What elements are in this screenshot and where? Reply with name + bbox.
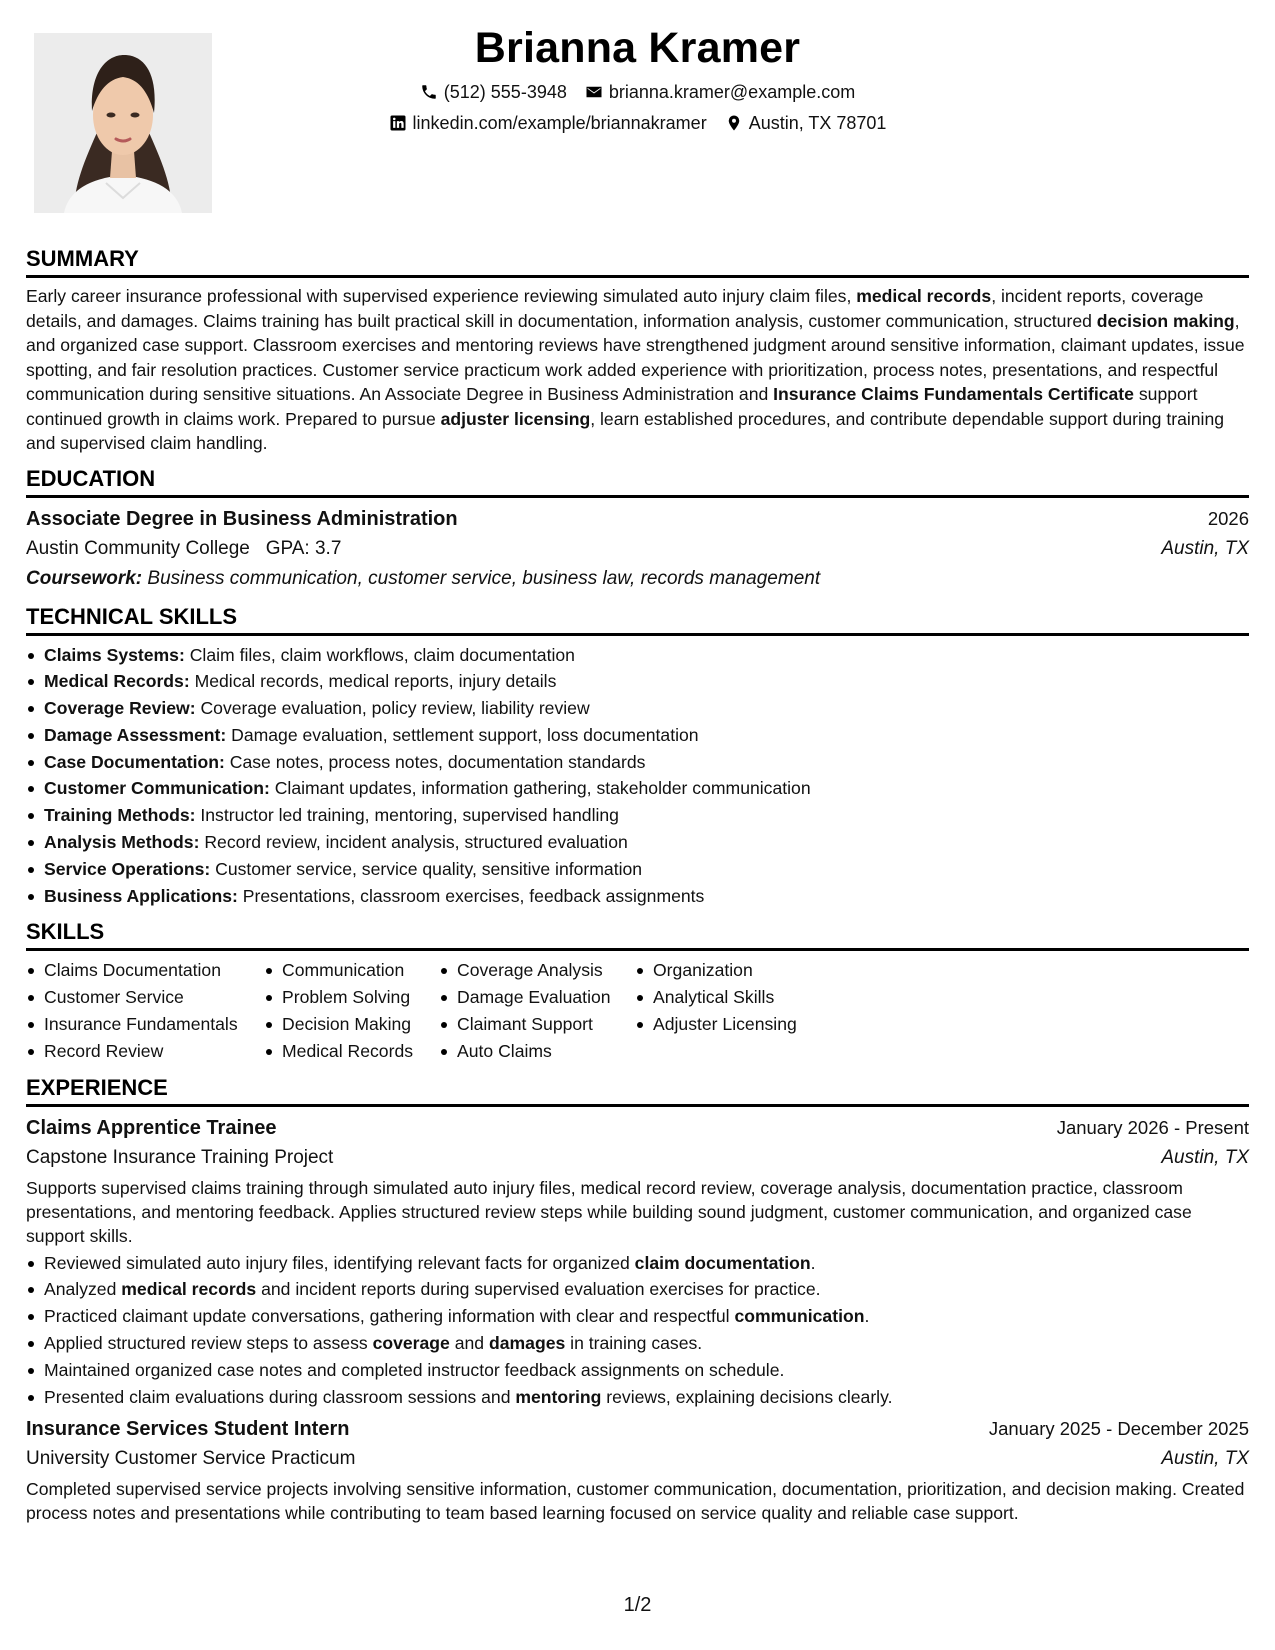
skill-item: Claimant Support <box>439 1011 635 1038</box>
skill-details: Medical records, medical reports, injury details <box>189 671 557 692</box>
skill-item: Claims Documentation <box>26 957 264 984</box>
resume-body <box>26 246 1249 1535</box>
bold-text: damages <box>488 1333 566 1354</box>
technical-skills-section <box>26 604 1249 910</box>
job-bullet <box>26 1357 1249 1384</box>
job-title: Claims Apprentice Trainee <box>26 1116 277 1139</box>
experience-list <box>26 1113 1249 1526</box>
text-run: in training cases. <box>565 1333 703 1354</box>
job-bullet <box>26 1384 1249 1411</box>
education-row-2 <box>26 534 1249 564</box>
skill-category: Case Documentation: <box>44 751 225 772</box>
skills-column <box>439 957 635 1064</box>
section-title-education: EDUCATION <box>26 466 1249 498</box>
location-text: Austin, TX 78701 <box>748 113 887 133</box>
technical-skill-item <box>26 883 1249 910</box>
bold-text: decision making <box>1096 310 1235 331</box>
technical-skill-item <box>26 695 1249 722</box>
text-run: , learn established procedures, and contribute dependable support during training and supervised claim handling. <box>26 408 1225 453</box>
technical-skill-item <box>26 642 1249 669</box>
bold-text: adjuster licensing <box>440 408 591 429</box>
skill-item: Problem Solving <box>264 984 439 1011</box>
job-description: Supports supervised claims training through simulated auto injury files, medical record review, coverage analysis, documentation practice, classroom presentations, and mentoring feedback. Applies structured review steps while building sound judgment, customer communication, and organized case support skills. <box>26 1177 1192 1246</box>
email-contact[interactable] <box>585 80 855 104</box>
skill-details: Case notes, process notes, documentation standards <box>224 751 646 772</box>
experience-row-1 <box>26 1414 1249 1444</box>
skill-category: Customer Communication: <box>44 778 270 799</box>
text-run: , and organized case support. Classroom exercises and mentoring reviews have strengthened judgment around sensitive information, claimant updates, issue spotting, and fair resolution practices. Customer service practicum work added experience with prioritization, process notes, presentations, and respectful communication during sensitive situations. An Associate Degree in Business Administration and <box>26 310 1245 404</box>
skill-details: Record review, incident analysis, structured evaluation <box>199 832 628 853</box>
skill-item: Decision Making <box>264 1011 439 1038</box>
text-run: Practiced claimant update conversations, gathering information with clear and respectful <box>44 1306 735 1327</box>
skill-details: Damage evaluation, settlement support, loss documentation <box>226 724 699 745</box>
skill-details: Coverage evaluation, policy review, liability review <box>195 698 590 719</box>
skill-category: Training Methods: <box>44 805 196 826</box>
job-location: Austin, TX <box>1161 1448 1249 1470</box>
technical-skill-item <box>26 749 1249 776</box>
technical-skill-item <box>26 722 1249 749</box>
envelope-icon <box>585 83 603 101</box>
page-number: 1/2 <box>623 1594 652 1616</box>
section-title-technical-skills: TECHNICAL SKILLS <box>26 604 1249 636</box>
phone-icon <box>420 83 438 101</box>
school-gpa: Austin Community College GPA: 3.7 <box>26 537 342 559</box>
skill-item: Insurance Fundamentals <box>26 1011 264 1038</box>
bold-text: mentoring <box>515 1386 602 1407</box>
text-run: reviews, explaining decisions clearly. <box>601 1386 893 1407</box>
skills-column <box>26 957 264 1064</box>
skill-item: Record Review <box>26 1038 264 1065</box>
bold-text: medical records <box>121 1279 257 1300</box>
experience-section <box>26 1075 1249 1526</box>
skill-details: Customer service, service quality, sensitive information <box>210 858 643 879</box>
skill-category: Coverage Review: <box>44 698 196 719</box>
candidate-name: Brianna Kramer <box>474 24 801 72</box>
technical-skills-list <box>26 642 1249 910</box>
skill-item: Communication <box>264 957 439 984</box>
job-location: Austin, TX <box>1161 1146 1249 1168</box>
technical-skill-item <box>26 802 1249 829</box>
skills-column <box>635 957 855 1064</box>
text-run: support continued growth in claims work. Prepared to pursue <box>26 384 1198 429</box>
linkedin-contact[interactable] <box>389 111 707 135</box>
technical-skill-item <box>26 668 1249 695</box>
location-contact <box>725 111 887 135</box>
linkedin-text: linkedin.com/example/briannakramer <box>412 113 707 133</box>
experience-row-2 <box>26 1143 1249 1173</box>
skill-item: Organization <box>635 957 855 984</box>
coursework-list: Business communication, customer service, business law, records management <box>142 567 821 589</box>
coursework <box>26 564 1249 594</box>
job-bullets <box>26 1250 1249 1411</box>
bold-text: communication <box>734 1306 865 1327</box>
text-run: and <box>449 1333 489 1354</box>
bold-text: claim documentation <box>634 1252 811 1273</box>
skill-category: Claims Systems: <box>44 644 185 665</box>
coursework-label: Coursework: <box>26 567 143 589</box>
text-run: Analyzed <box>44 1279 122 1300</box>
text-run: . <box>810 1252 816 1273</box>
bold-text: Insurance Claims Fundamentals Certificate <box>773 384 1134 404</box>
bold-text: medical records <box>856 286 992 306</box>
text-run: Reviewed simulated auto injury files, identifying relevant facts for organized <box>44 1252 635 1273</box>
skill-category: Business Applications: <box>44 885 238 906</box>
text-run: . <box>864 1306 870 1327</box>
skills-section <box>26 919 1249 1064</box>
phone-text: (512) 555-3948 <box>443 82 567 102</box>
job-bullet <box>26 1330 1249 1357</box>
map-pin-icon <box>725 114 743 132</box>
skill-item: Auto Claims <box>439 1038 635 1065</box>
job-bullet <box>26 1250 1249 1277</box>
technical-skill-item <box>26 775 1249 802</box>
skill-category: Medical Records: <box>44 671 190 692</box>
job-organization: Capstone Insurance Training Project <box>26 1146 334 1168</box>
linkedin-icon <box>389 114 407 132</box>
job-bullet <box>26 1276 1249 1303</box>
email-text: brianna.kramer@example.com <box>608 82 856 102</box>
skill-category: Service Operations: <box>44 858 211 879</box>
experience-entry <box>26 1414 1249 1525</box>
summary-text <box>26 284 1249 456</box>
text-run: and incident reports during supervised evaluation exercises for practice. <box>256 1279 821 1300</box>
section-title-skills: SKILLS <box>26 919 1249 951</box>
section-title-summary: SUMMARY <box>26 246 1249 278</box>
job-bullet <box>26 1303 1249 1330</box>
education-section <box>26 466 1249 594</box>
skill-item: Analytical Skills <box>635 984 855 1011</box>
job-dates: January 2026 - Present <box>1056 1116 1249 1138</box>
job-title: Insurance Services Student Intern <box>26 1418 350 1441</box>
skill-item: Damage Evaluation <box>439 984 635 1011</box>
job-dates: January 2025 - December 2025 <box>988 1418 1249 1440</box>
summary-section <box>26 246 1249 456</box>
contact-line-2 <box>250 111 1025 135</box>
text-run: Presented claim evaluations during classroom sessions and <box>44 1386 516 1407</box>
skill-details: Claim files, claim workflows, claim documentation <box>184 644 575 665</box>
contact-line-1 <box>250 80 1025 104</box>
experience-row-2 <box>26 1444 1249 1474</box>
text-run: Applied structured review steps to assess <box>44 1333 373 1354</box>
job-organization: University Customer Service Practicum <box>26 1448 356 1470</box>
skill-item: Coverage Analysis <box>439 957 635 984</box>
skills-grid <box>26 957 1249 1064</box>
profile-photo <box>34 33 212 213</box>
skill-details: Presentations, classroom exercises, feedback assignments <box>237 885 705 906</box>
graduation-year: 2026 <box>1207 507 1249 529</box>
technical-skill-item <box>26 829 1249 856</box>
text-run: Early career insurance professional with supervised experience reviewing simulated auto injury claim files, <box>26 286 857 306</box>
text-run: Maintained organized case notes and completed instructor feedback assignments on schedule. <box>44 1359 785 1380</box>
skill-category: Analysis Methods: <box>44 832 200 853</box>
experience-row-1 <box>26 1113 1249 1143</box>
skill-category: Damage Assessment: <box>44 724 227 745</box>
skill-item: Customer Service <box>26 984 264 1011</box>
phone-contact <box>420 80 567 104</box>
skill-details: Claimant updates, information gathering, stakeholder communication <box>269 778 811 799</box>
skills-column <box>264 957 439 1064</box>
education-row-1 <box>26 504 1249 534</box>
technical-skill-item <box>26 856 1249 883</box>
experience-entry <box>26 1113 1249 1411</box>
bold-text: coverage <box>372 1333 450 1354</box>
school-location: Austin, TX <box>1161 537 1249 559</box>
resume-header <box>250 22 1025 135</box>
skill-item: Adjuster Licensing <box>635 1011 855 1038</box>
text-run: , incident reports, coverage details, and damages. Claims training has built practical skill in documentation, information analysis, customer communication, structured <box>26 286 1204 331</box>
job-description: Completed supervised service projects involving sensitive information, customer communication, documentation, prioritization, and decision making. Created process notes and presentations while contributing to team based learning focused on service quality and reliable case support. <box>26 1479 1245 1524</box>
degree-title: Associate Degree in Business Administration <box>26 507 458 530</box>
skill-details: Instructor led training, mentoring, supervised handling <box>195 805 619 826</box>
section-title-experience: EXPERIENCE <box>26 1075 1249 1107</box>
skill-item: Medical Records <box>264 1038 439 1065</box>
